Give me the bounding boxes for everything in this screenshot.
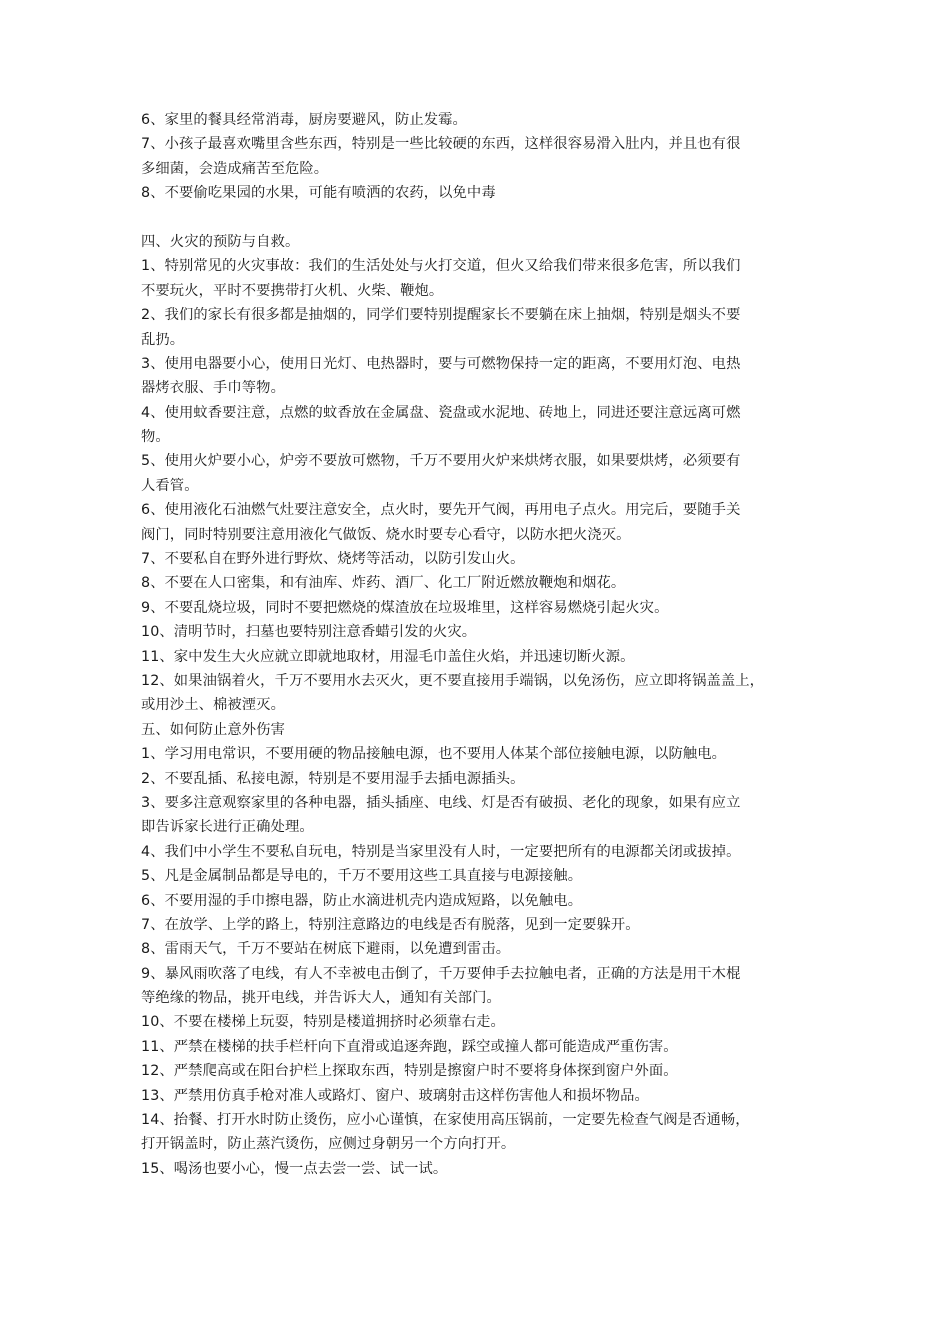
text-line: 人看管。 [141, 477, 199, 494]
text-line: 4、使用蚊香要注意，点燃的蚊香放在金属盘、瓷盘或水泥地、砖地上，同进还要注意远离可燃 [141, 404, 741, 421]
text-line: 物。 [141, 429, 170, 446]
text-line: 打开锅盖时，防止蒸汽烫伤，应侧过身朝另一个方向打开。 [141, 1136, 516, 1153]
text-line: 14、抬餐、打开水时防止烫伤，应小心谨慎，在家使用高压锅前，一定要先检查气阀是否通畅， [141, 1112, 750, 1129]
blank-line [141, 206, 831, 230]
text-line: 1、特别常见的火灾事故：我们的生活处处与火打交道，但火又给我们带来很多危害，所以我们 [141, 258, 741, 275]
text-line: 9、不要乱烧垃圾，同时不要把燃烧的煤渣放在垃圾堆里，这样容易燃烧引起火灾。 [141, 599, 669, 616]
text-line: 6、家里的餐具经常消毒，厨房要避风，防止发霉。 [141, 112, 467, 128]
text-line: 或用沙土、棉被湮灭。 [141, 697, 285, 714]
text-line: 8、雷雨天气，千万不要站在树底下避雨，以免遭到雷击。 [141, 941, 511, 958]
document-body [141, 108, 831, 1181]
text-line: 8、不要偷吃果园的水果，可能有喷洒的农药，以免中毒 [141, 185, 496, 202]
text-line: 4、我们中小学生不要私自玩电，特别是当家里没有人时，一定要把所有的电源都关闭或拔掉。 [141, 843, 741, 860]
text-line: 多细菌，会造成痛苦至危险。 [141, 160, 329, 177]
text-line: 3、要多注意观察家里的各种电器，插头插座、电线、灯是否有破损、老化的现象，如果有应立 [141, 794, 741, 811]
text-line: 7、小孩子最喜欢嘴里含些东西，特别是一些比较硬的东西，这样很容易滑入肚内，并且也有很 [141, 136, 741, 153]
text-line: 器烤衣服、手巾等物。 [141, 380, 285, 397]
text-line: 15、喝汤也要小心，慢一点去尝一尝、试一试。 [141, 1160, 448, 1177]
text-line: 5、凡是金属制品都是导电的，千万不要用这些工具直接与电源接触。 [141, 868, 583, 885]
text-line: 乱扔。 [141, 331, 185, 348]
text-line: 3、使用电器要小心，使用日光灯、电热器时，要与可燃物保持一定的距离，不要用灯泡、电热 [141, 355, 741, 372]
text-line: 即告诉家长进行正确处理。 [141, 819, 314, 836]
section-heading: 四、火灾的预防与自救。 [141, 233, 300, 250]
text-line: 6、不要用湿的手巾擦电器，防止水滴进机壳内造成短路，以免触电。 [141, 892, 583, 909]
text-line: 12、如果油锅着火，千万不要用水去灭火，更不要直接用手端锅，以免汤伤，应立即将锅盖盖上， [141, 672, 765, 689]
text-line: 10、不要在楼梯上玩耍，特别是楼道拥挤时必须靠右走。 [141, 1014, 505, 1031]
text-line: 12、严禁爬高或在阳台护栏上探取东西，特别是擦窗户时不要将身体探到窗户外面。 [141, 1063, 678, 1080]
text-line: 7、在放学、上学的路上，特别注意路边的电线是否有脱落，见到一定要躲开。 [141, 916, 640, 933]
text-line: 不要玩火，平时不要携带打火机、火柴、鞭炮。 [141, 282, 444, 299]
text-line: 1、学习用电常识，不要用硬的物品接触电源，也不要用人体某个部位接触电源，以防触电。 [141, 746, 727, 763]
text-line: 10、清明节时，扫墓也要特别注意香蜡引发的火灾。 [141, 624, 477, 641]
text-line: 阀门，同时特别要注意用液化气做饭、烧水时要专心看守，以防水把火浇灭。 [141, 526, 631, 543]
text-line: 等绝缘的物品，挑开电线，并告诉大人，通知有关部门。 [141, 990, 501, 1007]
text-line: 2、不要乱插、私接电源，特别是不要用湿手去插电源插头。 [141, 770, 525, 787]
text-line: 11、家中发生大火应就立即就地取材，用湿毛巾盖住火焰，并迅速切断火源。 [141, 648, 635, 665]
section-heading: 五、如何防止意外伤害 [141, 721, 285, 738]
text-line: 6、使用液化石油燃气灶要注意安全，点火时，要先开气阀，再用电子点火。用完后，要随手关 [141, 502, 741, 519]
text-line: 9、暴风雨吹落了电线，有人不幸被电击倒了，千万要伸手去拉触电者，正确的方法是用干木棍 [141, 965, 741, 982]
text-line: 7、不要私自在野外进行野炊、烧烤等活动，以防引发山火。 [141, 551, 525, 568]
text-line: 8、不要在人口密集，和有油库、炸药、酒厂、化工厂附近燃放鞭炮和烟花。 [141, 575, 626, 592]
text-line: 11、严禁在楼梯的扶手栏杆向下直滑或追逐奔跑，踩空或撞人都可能造成严重伤害。 [141, 1038, 678, 1055]
text-line: 13、严禁用仿真手枪对准人或路灯、窗户、玻璃射击这样伤害他人和损坏物品。 [141, 1087, 649, 1104]
text-line: 2、我们的家长有很多都是抽烟的，同学们要特别提醒家长不要躺在床上抽烟，特别是烟头不要 [141, 307, 741, 324]
text-line: 5、使用火炉要小心，炉旁不要放可燃物，千万不要用火炉来烘烤衣服，如果要烘烤，必须要有 [141, 453, 741, 470]
